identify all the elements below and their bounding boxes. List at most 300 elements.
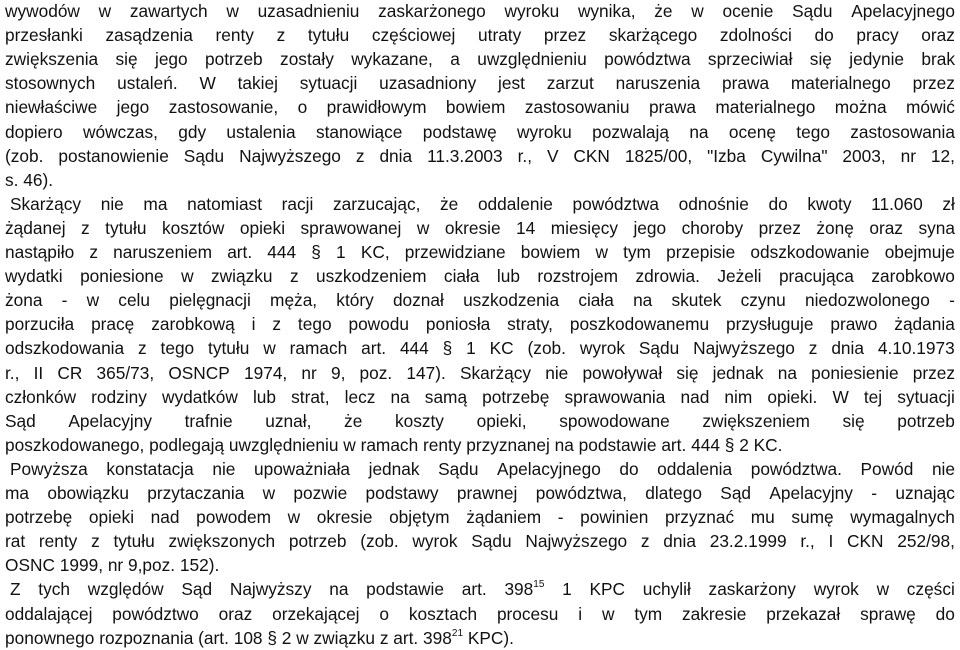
word: oraz bbox=[869, 217, 903, 238]
word: przesłanki bbox=[5, 25, 83, 46]
word: na bbox=[633, 290, 653, 311]
word: w bbox=[86, 290, 100, 311]
word: 2003, bbox=[842, 145, 886, 166]
word: samą bbox=[424, 386, 468, 407]
word: Z bbox=[10, 579, 21, 600]
word: w bbox=[876, 579, 890, 600]
word: z bbox=[640, 531, 650, 552]
word: potrzeb bbox=[897, 410, 955, 431]
word: czynu bbox=[740, 290, 786, 311]
word: na bbox=[390, 386, 410, 407]
word: 252/98, bbox=[897, 531, 955, 552]
word: Sądu bbox=[438, 458, 479, 479]
word: niewłaściwe bbox=[5, 97, 98, 118]
word: 1825/00, bbox=[624, 145, 693, 166]
word: zakresie bbox=[682, 603, 747, 624]
word: odnośnie bbox=[678, 193, 749, 214]
word: poniosła bbox=[425, 314, 491, 335]
word: który bbox=[336, 290, 374, 311]
word: jest bbox=[498, 73, 525, 94]
word: zaskarżonego bbox=[378, 1, 486, 21]
word: zostały bbox=[280, 49, 334, 70]
word: przekazał bbox=[766, 603, 841, 624]
word: o bbox=[379, 603, 390, 624]
word: skutek bbox=[671, 290, 722, 311]
word: trafnie bbox=[184, 410, 233, 431]
word: że bbox=[654, 1, 673, 21]
word: potrzebę bbox=[5, 507, 73, 528]
line-text: poszkodowanego, podlegają uwzględnieniu w ramach renty przyznanej na podstawie art. 444 § 2 KC. bbox=[5, 434, 783, 455]
word: wyroku bbox=[517, 121, 572, 142]
word: powództwa bbox=[572, 193, 660, 214]
text-line bbox=[5, 120, 955, 144]
word: zastosowanie, bbox=[168, 97, 279, 118]
word: zdrowia. bbox=[635, 266, 700, 287]
word: pracy bbox=[856, 25, 899, 46]
word: poniesienie bbox=[811, 362, 899, 383]
word: powoływał bbox=[582, 362, 663, 383]
word: odszkodowania bbox=[5, 338, 125, 359]
word: 12, bbox=[930, 145, 955, 166]
word: KC, bbox=[360, 242, 390, 262]
word: można bbox=[834, 97, 887, 118]
word: nr bbox=[900, 145, 916, 166]
word: Sąd bbox=[720, 483, 752, 503]
word: opieki, bbox=[476, 410, 527, 431]
word: z bbox=[289, 266, 299, 287]
word: 444 bbox=[399, 338, 429, 359]
word: dnia bbox=[379, 145, 413, 166]
word: straty, bbox=[507, 314, 553, 335]
word: wywodów bbox=[5, 1, 80, 21]
word: zastosowaniu bbox=[524, 97, 630, 118]
word: tych bbox=[38, 579, 70, 600]
word: opieki. bbox=[767, 386, 818, 407]
word: tego bbox=[297, 314, 332, 335]
word: prawidłowym bbox=[326, 97, 427, 118]
word: częściowej bbox=[371, 25, 456, 46]
word: sprawę bbox=[860, 603, 916, 624]
word: Najwyższy bbox=[229, 579, 312, 600]
word: oraz bbox=[921, 25, 955, 46]
word: tytułu bbox=[307, 25, 350, 46]
word: że bbox=[440, 193, 459, 214]
word: opieki bbox=[88, 507, 135, 528]
word: Sądu bbox=[792, 1, 833, 21]
text-line bbox=[5, 23, 955, 47]
word: oddalenie bbox=[477, 193, 553, 214]
word: brak bbox=[921, 49, 955, 70]
word: rat bbox=[5, 531, 26, 552]
word: sytuacji bbox=[299, 73, 358, 94]
word: powództwa, bbox=[535, 483, 627, 503]
word: prawa bbox=[721, 73, 770, 94]
word: i bbox=[578, 603, 583, 624]
word: przez bbox=[758, 217, 801, 238]
word: zarobkową bbox=[151, 314, 235, 335]
word: wyrok bbox=[813, 579, 859, 600]
word: - bbox=[949, 290, 955, 311]
word: się bbox=[115, 49, 138, 70]
word: względów bbox=[87, 579, 164, 600]
word: powinien bbox=[580, 507, 649, 528]
word: powództwa. bbox=[750, 458, 842, 479]
word: celu bbox=[118, 290, 150, 311]
word: pozwie bbox=[293, 483, 348, 503]
word: członków bbox=[5, 386, 77, 407]
word: nastąpiło bbox=[5, 242, 75, 262]
word: postanowienie bbox=[58, 145, 169, 166]
text-line bbox=[5, 0, 955, 23]
word: tytułu bbox=[105, 217, 147, 238]
word: powództwa bbox=[604, 49, 691, 70]
text-line bbox=[10, 457, 955, 481]
word: Powód bbox=[860, 458, 914, 479]
word: poniesione bbox=[80, 266, 164, 287]
word: a bbox=[450, 49, 460, 70]
word: zł bbox=[942, 193, 955, 214]
word: przytaczania bbox=[147, 483, 245, 503]
word: poz. bbox=[359, 362, 393, 383]
word: KC bbox=[489, 338, 514, 359]
word: w bbox=[98, 1, 112, 21]
word: tej bbox=[863, 386, 883, 407]
word: zarzucając, bbox=[332, 193, 421, 214]
word: o bbox=[297, 97, 308, 118]
word: Najwyższego bbox=[239, 145, 341, 166]
word: natomiast bbox=[187, 193, 263, 214]
word: ustalenia bbox=[226, 121, 296, 142]
word: renty bbox=[38, 531, 78, 552]
word: Apelacyjny bbox=[769, 483, 853, 503]
text-line bbox=[5, 240, 955, 264]
word: racji bbox=[281, 193, 314, 214]
text-line bbox=[5, 216, 955, 240]
word: 147). bbox=[406, 362, 446, 383]
word: z bbox=[272, 314, 282, 335]
word: okresie bbox=[444, 217, 501, 238]
word: z bbox=[91, 531, 100, 552]
word: 444 bbox=[267, 242, 297, 262]
word: podstawie bbox=[366, 579, 444, 600]
word: V bbox=[546, 145, 559, 166]
word: prawo bbox=[830, 314, 878, 335]
word: objętym bbox=[389, 507, 450, 528]
word: wynika, bbox=[577, 1, 636, 21]
word: 1974, bbox=[243, 362, 288, 383]
word: uszkodzeniem bbox=[316, 266, 427, 287]
word: z bbox=[276, 25, 286, 46]
word: - bbox=[557, 507, 564, 528]
word: - bbox=[871, 483, 878, 503]
word: lecz bbox=[344, 386, 376, 407]
word: poszkodowanemu bbox=[569, 314, 710, 335]
word: dnia bbox=[663, 531, 696, 552]
word: Sądu bbox=[471, 531, 512, 552]
word: Sąd bbox=[5, 410, 36, 431]
word: ocenę bbox=[728, 121, 776, 142]
word: Skarżący bbox=[459, 362, 532, 383]
text-line bbox=[5, 361, 955, 385]
word: podstawy bbox=[365, 483, 439, 503]
word: w bbox=[262, 483, 276, 503]
word: do bbox=[768, 193, 788, 214]
word: wówczas, bbox=[82, 121, 158, 142]
word: uzasadnieniu bbox=[257, 1, 360, 21]
text-line bbox=[5, 409, 955, 433]
word: uznał, bbox=[265, 410, 312, 431]
word: koszty bbox=[394, 410, 444, 431]
word: ciała bbox=[443, 266, 480, 287]
word: naruszeniem bbox=[113, 242, 213, 262]
word: opieki bbox=[239, 217, 286, 238]
word: zastosowania bbox=[850, 121, 955, 142]
word: W bbox=[832, 386, 849, 407]
word: zwiększonych bbox=[168, 531, 276, 552]
word: powodem bbox=[196, 507, 272, 528]
word: nie bbox=[931, 458, 955, 479]
word: do bbox=[814, 25, 834, 46]
word: potrzebę bbox=[482, 386, 550, 407]
text-line bbox=[5, 144, 955, 168]
word: w bbox=[287, 507, 301, 528]
word: CR bbox=[57, 362, 83, 383]
text-line bbox=[5, 71, 955, 95]
word: w bbox=[416, 217, 430, 238]
word: "Izba bbox=[707, 145, 746, 166]
word: Jeżeli bbox=[717, 266, 762, 287]
word: z bbox=[81, 217, 90, 238]
word: Sądu bbox=[183, 145, 225, 166]
word: strat, bbox=[291, 386, 330, 407]
word: 4.10.1973 bbox=[877, 338, 955, 359]
word: przez bbox=[912, 362, 955, 383]
word: mówić bbox=[905, 97, 955, 118]
word: podstawę bbox=[422, 121, 497, 142]
word: nie bbox=[545, 362, 569, 383]
word: ocenie bbox=[722, 1, 774, 21]
text-line bbox=[5, 288, 955, 312]
word: wyrok bbox=[579, 338, 625, 359]
word: ma bbox=[143, 193, 168, 214]
word: (zob. bbox=[5, 145, 44, 166]
word: jednak bbox=[368, 458, 420, 479]
word: w bbox=[226, 1, 239, 21]
word: zdolności bbox=[719, 25, 792, 46]
word: sprawowania bbox=[564, 386, 666, 407]
word: powództwo bbox=[112, 603, 199, 624]
word: r., bbox=[800, 531, 815, 552]
word: choroby bbox=[681, 217, 744, 238]
word: orzekającej bbox=[272, 603, 360, 624]
word: potrzeb bbox=[205, 49, 263, 70]
word: i bbox=[251, 314, 256, 335]
word: $398^{15}$ bbox=[504, 579, 545, 600]
word: naruszenia bbox=[615, 73, 701, 94]
word: zaskarżony bbox=[708, 579, 796, 600]
word: Apelacyjnego bbox=[497, 458, 601, 479]
word: Cywilna" bbox=[760, 145, 828, 166]
word: I bbox=[828, 531, 834, 552]
word: pracująca bbox=[778, 266, 854, 287]
word: potrzeb bbox=[288, 531, 347, 552]
word: prawa bbox=[648, 97, 697, 118]
word: tym bbox=[634, 603, 663, 624]
word: na bbox=[777, 362, 797, 383]
word: renty bbox=[215, 25, 254, 46]
word: pielęgnacji bbox=[169, 290, 251, 311]
word: art. bbox=[361, 338, 387, 359]
word: § bbox=[442, 338, 453, 359]
word: żądaniem bbox=[466, 507, 542, 528]
word: przyznać bbox=[664, 507, 735, 528]
word: Najwyższego bbox=[693, 338, 795, 359]
word: pracę bbox=[91, 314, 135, 335]
word: zarobkowo bbox=[871, 266, 955, 287]
word: się bbox=[676, 362, 699, 383]
word: żonę bbox=[816, 217, 854, 238]
word: sytuacji bbox=[897, 386, 955, 407]
word: upoważniała bbox=[253, 458, 351, 479]
word: kosztów bbox=[161, 217, 225, 238]
word: r., bbox=[517, 145, 533, 166]
word: materialnego bbox=[715, 97, 816, 118]
word: 14 bbox=[516, 217, 536, 238]
word: KPC bbox=[589, 579, 626, 600]
word: dopiero bbox=[5, 121, 63, 142]
word: 365/73, bbox=[96, 362, 155, 383]
word: skarżącego bbox=[608, 25, 698, 46]
word: bowiem bbox=[520, 242, 581, 262]
word: syna bbox=[918, 217, 955, 238]
word: jego bbox=[116, 97, 150, 118]
word: zarzut bbox=[546, 73, 594, 94]
word: dnia bbox=[831, 338, 864, 359]
word: Apelacyjnego bbox=[851, 1, 955, 21]
word: stosownych bbox=[5, 73, 96, 94]
word: materialnego bbox=[790, 73, 891, 94]
text-line bbox=[5, 433, 782, 457]
word: wykazane, bbox=[351, 49, 433, 70]
text-line bbox=[5, 553, 219, 577]
word: II bbox=[33, 362, 44, 383]
word: jednak bbox=[712, 362, 764, 383]
text-line bbox=[5, 385, 955, 409]
word: na bbox=[329, 579, 349, 600]
word: nad bbox=[150, 507, 180, 528]
word: kwoty bbox=[807, 193, 852, 214]
word: wydatków bbox=[161, 386, 238, 407]
word: przez bbox=[912, 73, 955, 94]
word: żądania bbox=[894, 314, 955, 335]
word: 1 bbox=[562, 579, 572, 600]
text-line bbox=[5, 481, 955, 505]
word: bowiem bbox=[445, 97, 506, 118]
word: męża, bbox=[270, 290, 318, 311]
word: żona bbox=[5, 290, 43, 311]
word: sprawowanej bbox=[300, 217, 402, 238]
text-line bbox=[5, 602, 955, 626]
word: art. bbox=[461, 579, 487, 600]
word: w bbox=[595, 242, 608, 262]
word: obejmuje bbox=[884, 242, 955, 262]
word: tego bbox=[160, 338, 195, 359]
word: jedynie bbox=[849, 49, 905, 70]
word: - bbox=[61, 290, 68, 311]
word: z bbox=[138, 338, 147, 359]
word: rozstrojem bbox=[537, 266, 619, 287]
word: takiej bbox=[237, 73, 278, 94]
word: okresie bbox=[316, 507, 373, 528]
word: Skarżący bbox=[10, 193, 82, 214]
word: się bbox=[809, 49, 832, 70]
word: ma bbox=[5, 483, 30, 503]
word: stanowiące bbox=[315, 121, 403, 142]
line-text: ponownego rozpoznania (art. 108 § 2 w związku z art. $398^{21}$ KPC). bbox=[5, 627, 514, 648]
word: oddalenia bbox=[657, 458, 733, 479]
word: utraty bbox=[478, 25, 522, 46]
word: zwiększenia bbox=[5, 49, 99, 70]
word: Apelacyjny bbox=[68, 410, 152, 431]
text-line bbox=[5, 336, 955, 360]
word: prawnej bbox=[456, 483, 518, 503]
word: dlatego bbox=[645, 483, 702, 503]
word: uzasadniony bbox=[379, 73, 477, 94]
word: CKN bbox=[573, 145, 610, 166]
word: z bbox=[89, 242, 98, 262]
word: (zob. bbox=[360, 531, 399, 552]
word: na bbox=[689, 121, 709, 142]
line-text: OSNC 1999, nr 9,poz. 152). bbox=[5, 555, 220, 576]
word: ciała bbox=[578, 290, 614, 311]
word: w bbox=[601, 603, 615, 624]
word: nie bbox=[100, 193, 124, 214]
word: procesu bbox=[496, 603, 559, 624]
word: nad bbox=[680, 386, 710, 407]
word: do bbox=[619, 458, 639, 479]
text-line bbox=[5, 168, 53, 192]
word: obowiązku bbox=[47, 483, 129, 503]
word: sprzeciwiał bbox=[707, 49, 793, 70]
word: nr bbox=[301, 362, 317, 383]
word: jego bbox=[154, 49, 188, 70]
word: Powyższa bbox=[10, 458, 88, 479]
word: zwiększeniem bbox=[702, 410, 810, 431]
word: ustaleń. bbox=[117, 73, 178, 94]
word: się bbox=[842, 410, 865, 431]
word: oraz bbox=[218, 603, 253, 624]
word: nim bbox=[724, 386, 753, 407]
word: kosztach bbox=[408, 603, 478, 624]
word: jego bbox=[633, 217, 667, 238]
line-text: s. 46). bbox=[5, 169, 54, 190]
word: powodu bbox=[348, 314, 409, 335]
word: wydatki bbox=[5, 266, 63, 287]
word: zawartych bbox=[129, 1, 208, 21]
word: OSNCP bbox=[168, 362, 230, 383]
word: uznając bbox=[895, 483, 955, 503]
word: Sąd bbox=[181, 579, 213, 600]
word: CKN bbox=[847, 531, 884, 552]
word: tym bbox=[623, 242, 651, 262]
word: uwzględnieniu bbox=[477, 49, 587, 70]
text-line bbox=[5, 47, 955, 71]
word: wyrok bbox=[412, 531, 458, 552]
word: przez bbox=[543, 25, 587, 46]
word: tytułu bbox=[113, 531, 155, 552]
word: żądanej bbox=[5, 217, 66, 238]
word: 1 bbox=[466, 338, 476, 359]
